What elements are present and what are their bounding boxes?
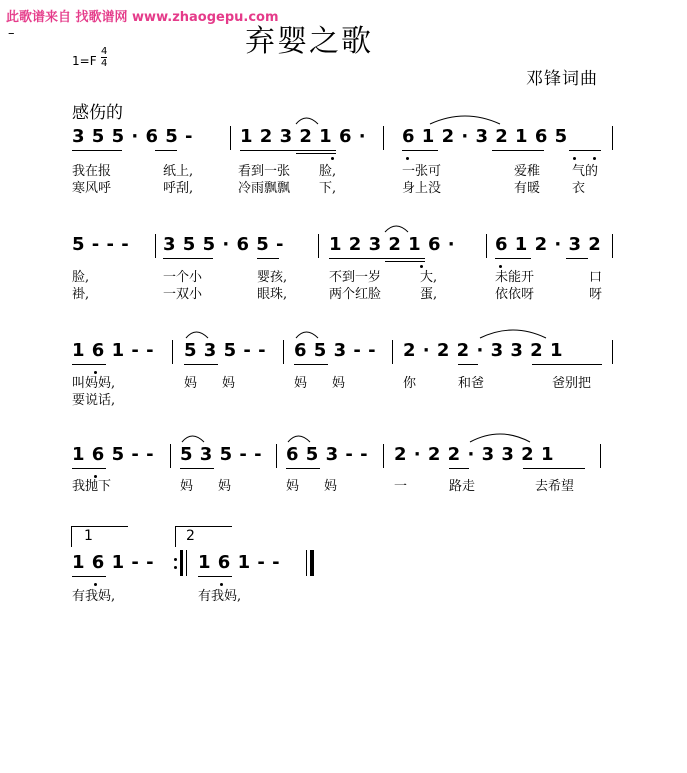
lyric: 大,	[420, 270, 438, 285]
lyric: 要说话,	[72, 393, 116, 408]
slur-arc	[296, 118, 318, 124]
measure-notes: 3 5 5 · 6 5 -	[72, 126, 194, 147]
lyric: 妈	[218, 479, 232, 494]
lyric: 路走	[449, 479, 476, 494]
measure-notes: 1 6 1 - -	[198, 552, 281, 573]
lyric: 未能开	[495, 270, 535, 285]
lyric: 妈	[332, 376, 346, 391]
lyric: 下,	[319, 181, 337, 196]
song-title: 弃婴之歌	[245, 24, 373, 59]
lyric: 你	[403, 376, 417, 391]
slur-arc	[182, 436, 204, 442]
slur-arc	[186, 332, 208, 338]
time-signature-top: 4	[101, 46, 108, 57]
measure-notes: 2 · 2 2 · 3 3 2 1	[394, 444, 554, 465]
lyric: 呀	[589, 287, 603, 302]
lyric: 妈	[286, 479, 300, 494]
measure-notes: 6 5 3 - -	[294, 340, 377, 361]
lyric: 我在报	[72, 164, 112, 179]
lyric: 脸,	[72, 270, 90, 285]
lyric: 衣	[572, 181, 586, 196]
lyric: 气的	[572, 164, 599, 179]
lyric: 眼珠,	[257, 287, 288, 302]
lyric: 有我妈,	[72, 589, 116, 604]
lyric: 寒风呼	[72, 181, 112, 196]
measure-notes: 6 5 3 - -	[286, 444, 369, 465]
measure-notes: 1 6 1 - -	[72, 552, 155, 573]
measure-notes: 3 5 5 · 6 5 -	[163, 234, 285, 255]
key-signature: 1=F	[72, 54, 97, 68]
slur-arc	[430, 116, 500, 124]
slur-arc	[296, 332, 318, 338]
lyric: 蛋,	[420, 287, 438, 302]
lyric: 冷雨飘飘	[238, 181, 291, 196]
lyric: 有暖	[514, 181, 541, 196]
lyric: 一双小	[163, 287, 203, 302]
lyric: 呼刮,	[163, 181, 194, 196]
measure-notes: 5 3 5 - -	[180, 444, 263, 465]
watermark: 此歌谱来自 找歌谱网 www.zhaogepu.com	[6, 10, 279, 25]
lyric: 脸,	[319, 164, 337, 179]
measure-notes: 1 2 3 2 1 6 ·	[240, 126, 367, 147]
lyric: 褂,	[72, 287, 90, 302]
lyric: 一	[394, 479, 408, 494]
lyric: 叫妈妈,	[72, 376, 116, 391]
lyric: 爸别把	[552, 376, 592, 391]
slur-arc	[385, 226, 408, 232]
lyric: 身上没	[402, 181, 442, 196]
lyric: 婴孩,	[257, 270, 288, 285]
measure-notes: 5 - - -	[72, 234, 130, 255]
lyric: 妈	[222, 376, 236, 391]
measure-notes: 6 1 2 · 3 2	[495, 234, 602, 255]
slur-arc	[288, 436, 310, 442]
lyric: 不到一岁	[329, 270, 382, 285]
lyric: 看到一张	[238, 164, 291, 179]
lyric: 一张可	[402, 164, 442, 179]
lyric: 妈	[184, 376, 198, 391]
lyric: 妈	[324, 479, 338, 494]
lyric: 妈	[294, 376, 308, 391]
corner-dash: –	[8, 26, 15, 41]
lyric: 爱稚	[514, 164, 541, 179]
lyric: 口	[589, 270, 603, 285]
measure-notes: 1 6 5 - -	[72, 444, 155, 465]
second-ending-number: 2	[186, 528, 195, 544]
lyric: 和爸	[458, 376, 485, 391]
lyric: 我抛下	[72, 479, 112, 494]
measure-notes: 1 2 3 2 1 6 ·	[329, 234, 456, 255]
slur-arc	[480, 330, 546, 338]
lyric: 一个小	[163, 270, 203, 285]
tempo-mood-marking: 感伤的	[72, 103, 123, 123]
composer-credit: 邓锋词曲	[526, 69, 598, 89]
measure-notes: 2 · 2 2 · 3 3 2 1	[403, 340, 563, 361]
lyric: 依依呀	[495, 287, 535, 302]
lyric: 纸上,	[163, 164, 194, 179]
slur-arc	[470, 434, 530, 442]
first-ending-number: 1	[84, 528, 93, 544]
measure-notes: 5 3 5 - -	[184, 340, 267, 361]
lyric: 去希望	[535, 479, 575, 494]
lyric: 妈	[180, 479, 194, 494]
lyric: 有我妈,	[198, 589, 242, 604]
lyric: 两个红脸	[329, 287, 382, 302]
measure-notes: 1 6 1 - -	[72, 340, 155, 361]
measure-notes: 6 1 2 · 3 2 1 6 5	[402, 126, 568, 147]
time-signature-bottom: 4	[101, 58, 108, 69]
